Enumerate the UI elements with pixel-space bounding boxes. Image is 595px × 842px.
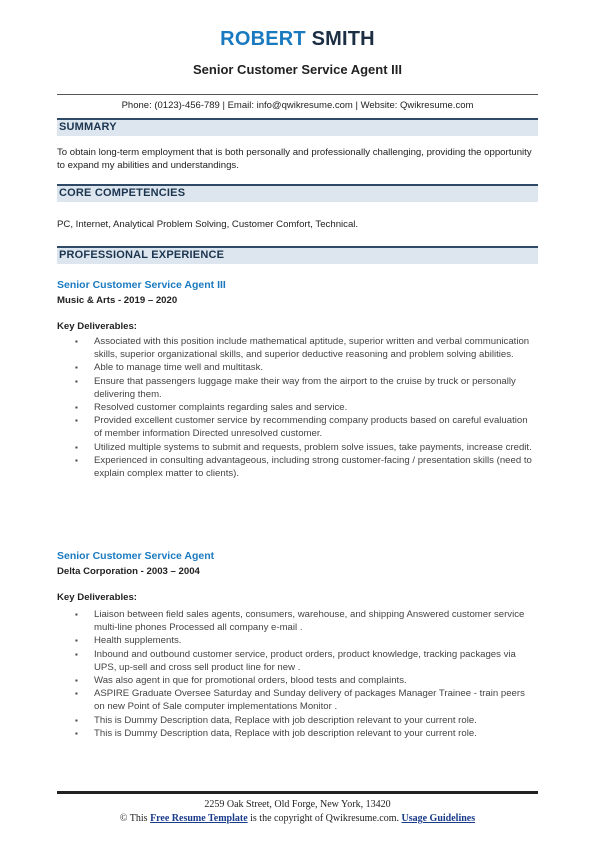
list-item: ▪ Associated with this position include mathematical aptitude, superior written and verbal communication skills, superior organizational skills, and superior deductive reasoning and problem solving abilities. — [75, 335, 537, 361]
list-item: ▪ Ensure that passengers luggage make their way from the airport to the cruise by truck or personally delivering them. — [75, 375, 537, 401]
free-resume-template-link[interactable]: Free Resume Template — [150, 813, 248, 824]
key-deliverables-label: Key Deliverables: — [57, 592, 137, 603]
job-company: Delta Corporation - 2003 – 2004 — [57, 566, 200, 577]
section-summary-header — [57, 118, 538, 136]
list-item: ▪ Able to manage time well and multitask. — [75, 361, 537, 374]
list-item: ▪ Utilized multiple systems to submit and requests, problem solve issues, take payments, increase credit. — [75, 441, 537, 454]
section-heading: PROFESSIONAL EXPERIENCE — [59, 249, 225, 261]
section-heading: CORE COMPETENCIES — [59, 187, 186, 199]
section-competencies-header — [57, 184, 538, 202]
copyright-middle: is the copyright of Qwikresume.com. — [250, 813, 399, 824]
list-item: ▪ Was also agent in que for promotional orders, blood tests and complaints. — [75, 674, 537, 687]
footer-divider — [57, 791, 538, 794]
job-bullets — [75, 608, 537, 740]
list-item: ▪ Inbound and outbound customer service, product orders, product knowledge, tracking packages via UPS, up-sell and cross sell product line for new . — [75, 648, 537, 674]
footer-address: 2259 Oak Street, Old Forge, New York, 13420 — [204, 799, 391, 810]
candidate-name — [0, 28, 595, 51]
list-item: ▪ Resolved customer complaints regarding sales and service. — [75, 401, 537, 414]
header-divider — [57, 94, 538, 95]
key-deliverables-label: Key Deliverables: — [57, 321, 137, 332]
list-item: ▪ Provided excellent customer service by recommending company products based on careful evaluation of member information Directed unresolved customer. — [75, 414, 537, 440]
section-experience-header — [57, 246, 538, 264]
first-name: ROBERT — [220, 28, 306, 50]
contact-info: Phone: (0123)-456-789 | Email: info@qwikresume.com | Website: Qwikresume.com — [121, 100, 474, 111]
last-name: SMITH — [311, 28, 375, 50]
list-item: ▪ Liaison between field sales agents, consumers, warehouse, and shipping Answered customer service multi-line phones Processed all company e-mail . — [75, 608, 537, 634]
job-bullets — [75, 335, 537, 480]
summary-text: To obtain long-term employment that is both personally and professionally challenging, providing the opportunity to expand my abilities and understandings. — [57, 147, 532, 171]
competencies-text: PC, Internet, Analytical Problem Solving, Customer Comfort, Technical. — [57, 219, 359, 230]
usage-guidelines-link[interactable]: Usage Guidelines — [401, 813, 476, 824]
copyright-prefix: © This — [119, 813, 148, 824]
list-item: ▪ This is Dummy Description data, Replace with job description relevant to your current role. — [75, 714, 537, 727]
candidate-title: Senior Customer Service Agent III — [192, 62, 403, 77]
job-company: Music & Arts - 2019 – 2020 — [57, 295, 178, 306]
footer-copyright — [0, 813, 595, 824]
list-item: ▪ Experienced in consulting advantageous, including strong customer-facing / presentation skills (need to explain complex matter to clients). — [75, 454, 537, 480]
list-item: ▪ Health supplements. — [75, 634, 537, 647]
list-item: ▪ This is Dummy Description data, Replace with job description relevant to your current role. — [75, 727, 537, 740]
job-title: Senior Customer Service Agent III — [57, 279, 226, 291]
job-title: Senior Customer Service Agent — [57, 550, 215, 562]
section-heading: SUMMARY — [59, 121, 117, 133]
list-item: ▪ ASPIRE Graduate Oversee Saturday and Sunday delivery of packages Manager Trainee - train peers on new Point of Sale computer implementations Monitor . — [75, 687, 537, 713]
